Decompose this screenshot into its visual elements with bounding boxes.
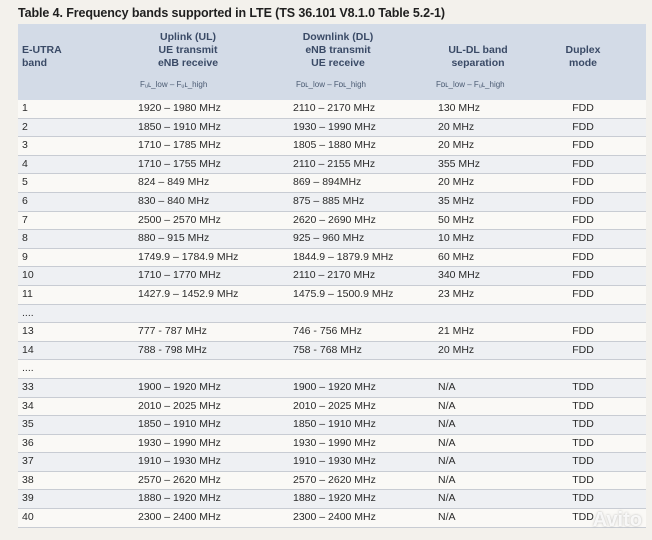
table-title: Table 4. Frequency bands supported in LTE (TS 36.101 V8.1.0 Table 5.2-1) <box>18 6 445 20</box>
uplink-cell: 1910 – 1930 MHz <box>138 455 221 468</box>
separation-cell: N/A <box>438 455 456 468</box>
duplex-cell: TDD <box>572 399 594 412</box>
downlink-cell: 925 – 960 MHz <box>293 232 365 245</box>
band-cell: 38 <box>22 473 34 486</box>
separation-cell: 50 MHz <box>438 213 475 226</box>
duplex-cell: FDD <box>572 213 594 226</box>
band-cell: 5 <box>22 176 28 189</box>
table-body <box>18 100 646 528</box>
band-cell: 40 <box>22 511 34 524</box>
separation-cell: N/A <box>438 511 456 524</box>
table-row <box>18 323 646 342</box>
downlink-cell: 1910 – 1930 MHz <box>293 455 376 468</box>
table-row <box>18 267 646 286</box>
duplex-cell: FDD <box>572 120 594 133</box>
downlink-subheader: Fᴅʟ_low – Fᴅʟ_high <box>296 80 366 89</box>
duplex-cell: TDD <box>572 473 594 486</box>
uplink-cell: 1900 – 1920 MHz <box>138 380 221 393</box>
duplex-cell: FDD <box>572 139 594 152</box>
separation-subheader: Fᴅʟ_low – Fᵤʟ_high <box>436 80 505 89</box>
duplex-cell: FDD <box>572 325 594 338</box>
separation-cell: 130 MHz <box>438 102 481 114</box>
uplink-cell: 2300 – 2400 MHz <box>138 511 221 524</box>
downlink-cell: 2110 – 2170 MHz <box>293 102 376 114</box>
table-row <box>18 398 646 417</box>
downlink-cell: 2110 – 2170 MHz <box>293 269 376 282</box>
downlink-cell: 2300 – 2400 MHz <box>293 511 376 524</box>
downlink-cell: 1805 – 1880 MHz <box>293 139 376 152</box>
table-row <box>18 212 646 231</box>
band-cell: .... <box>22 306 34 319</box>
downlink-cell: 869 – 894MHz <box>293 176 362 189</box>
table-row <box>18 360 646 379</box>
downlink-cell: 1930 – 1990 MHz <box>293 120 376 133</box>
table-row <box>18 100 646 119</box>
duplex-cell: FDD <box>572 102 594 114</box>
uplink-cell: 1710 – 1785 MHz <box>138 139 221 152</box>
uplink-cell: 2010 – 2025 MHz <box>138 399 221 412</box>
uplink-cell: 1920 – 1980 MHz <box>138 102 221 114</box>
table-row <box>18 453 646 472</box>
downlink-cell: 2010 – 2025 MHz <box>293 399 376 412</box>
band-cell: 36 <box>22 436 34 449</box>
downlink-cell: 1900 – 1920 MHz <box>293 380 376 393</box>
table-row <box>18 230 646 249</box>
band-cell: 34 <box>22 399 34 412</box>
separation-cell: 23 MHz <box>438 287 475 300</box>
separation-cell: N/A <box>438 380 456 393</box>
band-cell: 8 <box>22 232 28 245</box>
table-row <box>18 435 646 454</box>
uplink-cell: 777 - 787 MHz <box>138 325 207 338</box>
band-cell: 2 <box>22 120 28 133</box>
separation-cell: 355 MHz <box>438 157 481 170</box>
uplink-cell: 1930 – 1990 MHz <box>138 436 221 449</box>
uplink-subheader: Fᵤʟ_low – Fᵤʟ_high <box>140 80 208 89</box>
uplink-cell: 1710 – 1755 MHz <box>138 157 221 170</box>
separation-cell: 20 MHz <box>438 120 475 133</box>
header-band: E-UTRA band <box>22 44 62 69</box>
uplink-cell: 1749.9 – 1784.9 MHz <box>138 250 239 263</box>
uplink-cell: 1850 – 1910 MHz <box>138 418 221 431</box>
duplex-cell: TDD <box>572 511 594 524</box>
band-cell: 39 <box>22 492 34 505</box>
downlink-cell: 875 – 885 MHz <box>293 194 365 207</box>
table-row <box>18 416 646 435</box>
table-row <box>18 156 646 175</box>
separation-cell: N/A <box>438 436 456 449</box>
band-cell: 14 <box>22 343 34 356</box>
duplex-cell: TDD <box>572 455 594 468</box>
band-cell: 3 <box>22 139 28 152</box>
table-row <box>18 472 646 491</box>
downlink-cell: 1850 – 1910 MHz <box>293 418 376 431</box>
uplink-cell: 880 – 915 MHz <box>138 232 210 245</box>
uplink-cell: 2570 – 2620 MHz <box>138 473 221 486</box>
uplink-cell: 1710 – 1770 MHz <box>138 269 221 282</box>
duplex-cell: FDD <box>572 232 594 245</box>
duplex-cell: FDD <box>572 343 594 356</box>
table-row <box>18 249 646 268</box>
duplex-cell: FDD <box>572 176 594 189</box>
duplex-cell: FDD <box>572 287 594 300</box>
duplex-cell: TDD <box>572 436 594 449</box>
downlink-cell: 2570 – 2620 MHz <box>293 473 376 486</box>
header-downlink: Downlink (DL) eNB transmit UE receive <box>302 31 374 69</box>
uplink-cell: 788 - 798 MHz <box>138 343 207 356</box>
separation-cell: 20 MHz <box>438 176 475 189</box>
band-cell: 11 <box>22 287 33 300</box>
uplink-cell: 1427.9 – 1452.9 MHz <box>138 287 239 300</box>
band-cell: 13 <box>22 325 34 338</box>
table-row <box>18 342 646 361</box>
separation-cell: N/A <box>438 399 456 412</box>
separation-cell: 60 MHz <box>438 250 475 263</box>
band-cell: 6 <box>22 194 28 207</box>
band-cell: 37 <box>22 455 34 468</box>
band-cell: 9 <box>22 250 28 263</box>
downlink-cell: 2620 – 2690 MHz <box>293 213 376 226</box>
watermark: Avito <box>592 509 642 531</box>
table-row <box>18 119 646 138</box>
uplink-cell: 1850 – 1910 MHz <box>138 120 221 133</box>
separation-cell: N/A <box>438 418 456 431</box>
separation-cell: 20 MHz <box>438 343 475 356</box>
duplex-cell: TDD <box>572 418 594 431</box>
band-cell: 1 <box>22 102 28 114</box>
duplex-cell: TDD <box>572 492 594 505</box>
downlink-cell: 1930 – 1990 MHz <box>293 436 376 449</box>
band-cell: 7 <box>22 213 28 226</box>
table-row <box>18 509 646 528</box>
downlink-cell: 758 - 768 MHz <box>293 343 362 356</box>
band-cell: 4 <box>22 157 28 170</box>
band-cell: 33 <box>22 380 34 393</box>
separation-cell: 10 MHz <box>438 232 475 245</box>
table-row <box>18 137 646 156</box>
uplink-cell: 1880 – 1920 MHz <box>138 492 221 505</box>
table-row <box>18 305 646 324</box>
table-row <box>18 174 646 193</box>
band-cell: 10 <box>22 269 34 282</box>
separation-cell: N/A <box>438 473 456 486</box>
uplink-cell: 2500 – 2570 MHz <box>138 213 221 226</box>
uplink-cell: 824 – 849 MHz <box>138 176 210 189</box>
band-cell: .... <box>22 362 34 375</box>
header-uplink: Uplink (UL) UE transmit eNB receive <box>157 31 219 69</box>
duplex-cell: FDD <box>572 157 594 170</box>
uplink-cell: 830 – 840 MHz <box>138 194 210 207</box>
downlink-cell: 1844.9 – 1879.9 MHz <box>293 250 394 263</box>
table-row <box>18 193 646 212</box>
separation-cell: 35 MHz <box>438 194 475 207</box>
band-cell: 35 <box>22 418 34 431</box>
separation-cell: 20 MHz <box>438 139 475 152</box>
table-row <box>18 379 646 398</box>
duplex-cell: FDD <box>572 194 594 207</box>
header-separation: UL-DL band separation <box>448 44 508 69</box>
downlink-cell: 2110 – 2155 MHz <box>293 157 376 170</box>
downlink-cell: 1880 – 1920 MHz <box>293 492 376 505</box>
separation-cell: 21 MHz <box>438 325 475 338</box>
duplex-cell: FDD <box>572 250 594 263</box>
duplex-cell: TDD <box>572 380 594 393</box>
separation-cell: 340 MHz <box>438 269 481 282</box>
separation-cell: N/A <box>438 492 456 505</box>
table-row <box>18 286 646 305</box>
downlink-cell: 746 - 756 MHz <box>293 325 362 338</box>
downlink-cell: 1475.9 – 1500.9 MHz <box>293 287 394 300</box>
header-duplex: Duplex mode <box>565 44 601 69</box>
duplex-cell: FDD <box>572 269 594 282</box>
table-row <box>18 490 646 509</box>
